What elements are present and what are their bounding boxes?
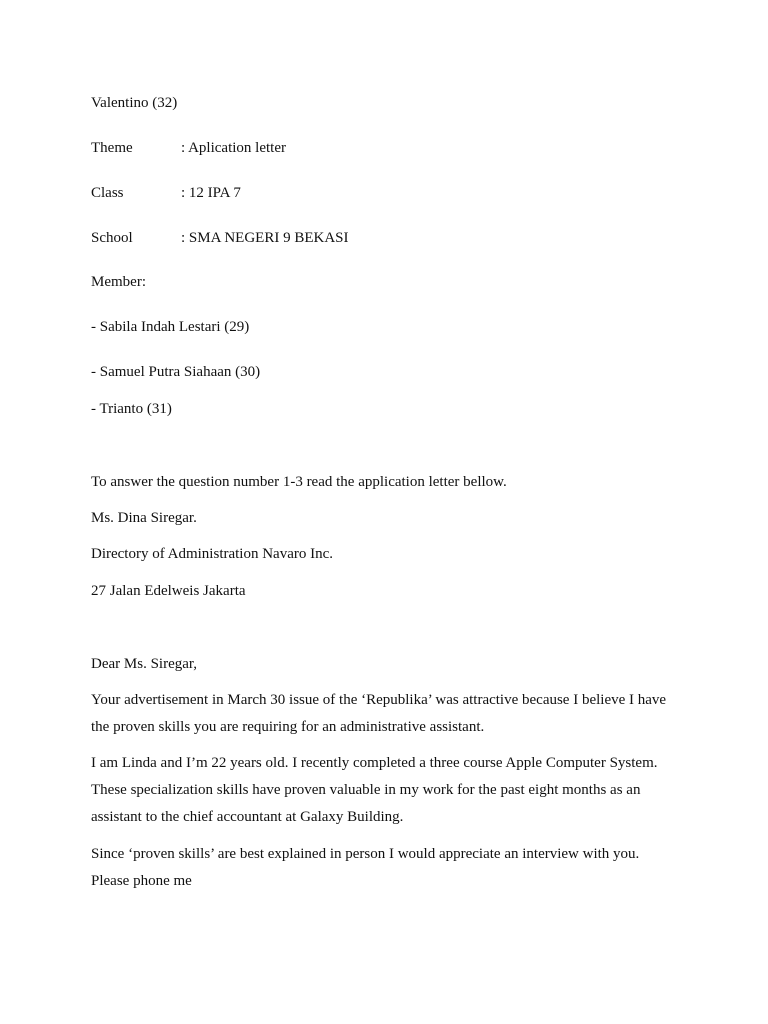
body-line: These specialization skills have proven valuable in my work for the past eight months as an [91,782,641,798]
instruction-text: To answer the question number 1-3 read the application letter bellow. [91,474,507,490]
body-line: Your advertisement in March 30 issue of the ‘Republika’ was attractive because I believe I have [91,692,667,708]
theme-label: Theme [91,140,133,156]
theme-value: : Aplication letter [181,140,286,156]
class-label: Class [91,185,124,201]
body-line: Please phone me [91,873,192,889]
members-label: Member: [91,274,146,290]
school-field [91,229,349,247]
body-line: Since ‘proven skills’ are best explained in person I would appreciate an interview with you. [91,846,640,862]
member-item: - Sabila Indah Lestari (29) [91,319,250,335]
theme-field [91,139,286,157]
recipient-name: Ms. Dina Siregar. [91,510,197,526]
school-value: : SMA NEGERI 9 BEKASI [181,230,349,246]
member-item: - Trianto (31) [91,401,172,417]
body-line: assistant to the chief accountant at Galaxy Building. [91,809,404,825]
salutation: Dear Ms. Siregar, [91,656,198,672]
class-value: : 12 IPA 7 [181,185,241,201]
class-field [91,184,241,202]
body-line: the proven skills you are requiring for an administrative assistant. [91,719,485,735]
author-line: Valentino (32) [91,95,178,111]
school-label: School [91,230,133,246]
recipient-title: Directory of Administration Navaro Inc. [91,546,334,562]
recipient-address: 27 Jalan Edelweis Jakarta [91,583,246,599]
body-line: I am Linda and I’m 22 years old. I recently completed a three course Apple Computer System. [91,755,658,771]
member-item: - Samuel Putra Siahaan (30) [91,364,261,380]
